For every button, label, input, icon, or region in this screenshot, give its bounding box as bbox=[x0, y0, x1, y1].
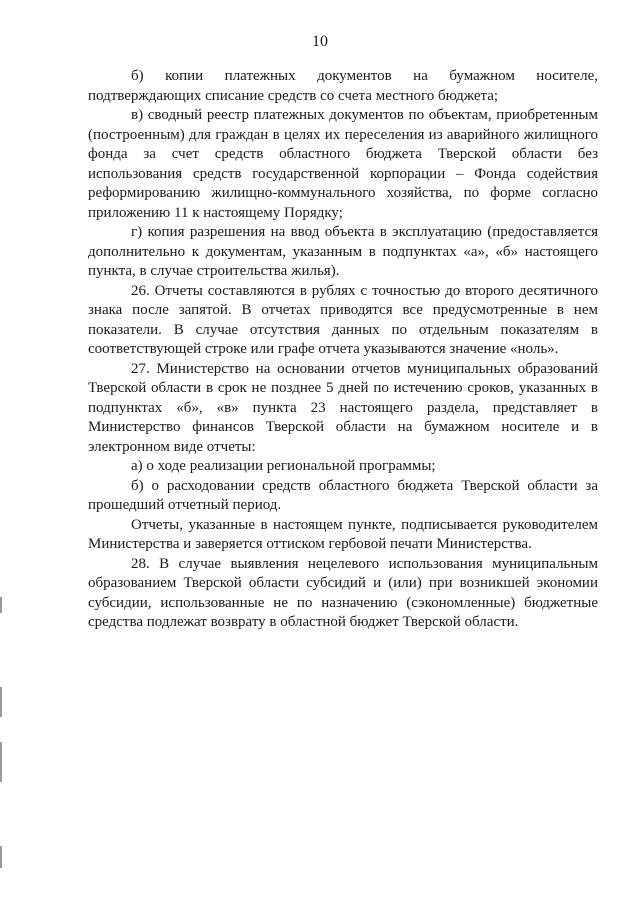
paragraph-item-v: в) сводный реестр платежных документов по объектам, приобретенным (построенным) для граждан в целях их переселения из аварийного жилищного фонда за счет средств областного бюджета Тверской области без использования средств государственной корпорации – Фонда содействия реформированию жилищно-коммунального хозяйства, по форме согласно приложению 11 к настоящему Порядку; bbox=[88, 107, 598, 221]
document-body bbox=[88, 67, 598, 633]
scan-edge-mark bbox=[0, 742, 2, 782]
paragraph-item-a: а) о ходе реализации региональной программы; bbox=[131, 458, 436, 474]
paragraph-clause-28: 28. В случае выявления нецелевого использования муниципальным образованием Тверской области субсидий и (или) при возникшей экономии субсидии, использованные не по назначению (сэкономленные) бюджетные средства подлежат возврату в областной бюджет Тверской области. bbox=[88, 555, 598, 630]
paragraph-reports-signing: Отчеты, указанные в настоящем пункте, подписывается руководителем Министерства и заверяется оттиском гербовой печати Министерства. bbox=[88, 516, 598, 552]
paragraph-clause-27: 27. Министерство на основании отчетов муниципальных образований Тверской области в срок не позднее 5 дней по истечению сроков, указанных в подпунктах «б», «в» пункта 23 настоящего раздела, представляет в Министерство финансов Тверской области на бумажном носителе и в электронном виде отчеты: bbox=[88, 360, 598, 455]
scan-edge-mark bbox=[0, 597, 2, 613]
paragraph-clause-26: 26. Отчеты составляются в рублях с точностью до второго десятичного знака после запятой. В отчетах приводятся все предусмотренные в нем показатели. В случае отсутствия данных по отдельным показателям в соответствующей строке или графе отчета указываются значение «ноль». bbox=[88, 282, 598, 357]
paragraph-item-b-2: б) о расходовании средств областного бюджета Тверской области за прошедший отчетный период. bbox=[88, 477, 598, 513]
paragraph-item-g: г) копия разрешения на ввод объекта в эксплуатацию (предоставляется дополнительно к документам, указанным в подпунктах «а», «б» настоящего пункта, в случае строительства жилья). bbox=[88, 224, 598, 279]
paragraph-item-b: б) копии платежных документов на бумажном носителе, подтверждающих списание средств со счета местного бюджета; bbox=[88, 68, 598, 104]
scan-edge-mark bbox=[0, 687, 2, 717]
page-number: 10 bbox=[312, 33, 328, 50]
scan-edge-mark bbox=[0, 846, 2, 868]
